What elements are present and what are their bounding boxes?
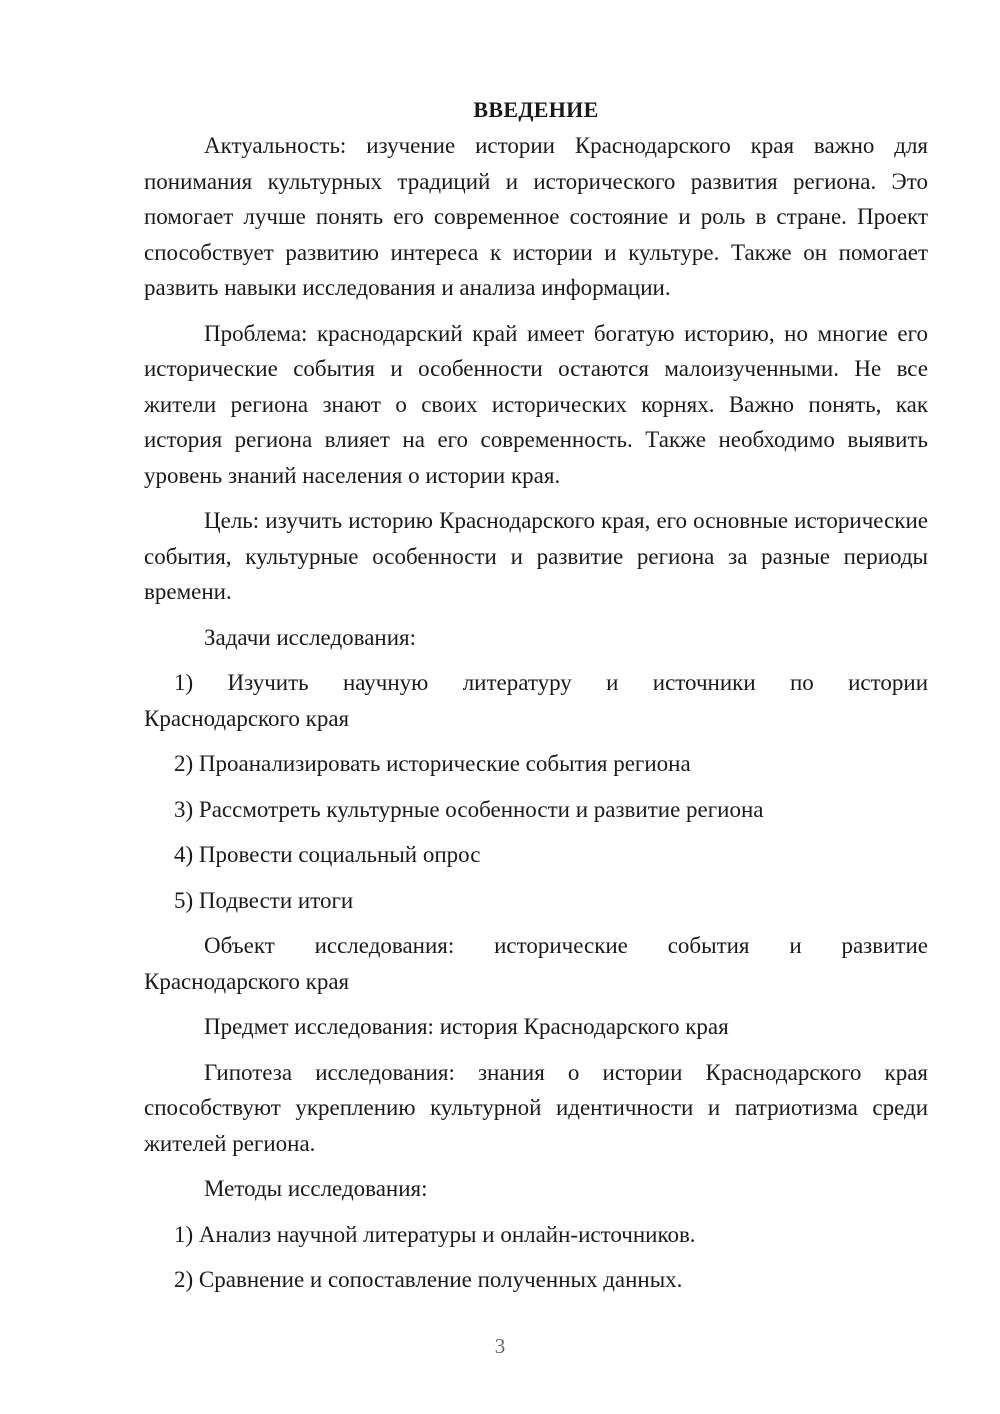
- object-line-2: Краснодарского края: [144, 968, 350, 994]
- tasks-heading: Задачи исследования:: [204, 624, 417, 650]
- task-item-1-line-1: 1) Изучить научную литературу и источники по истории: [174, 670, 928, 695]
- object-paragraph: [144, 928, 928, 999]
- task-item-4: 4) Провести социальный опрос: [174, 842, 481, 867]
- methods-heading: Методы исследования:: [204, 1176, 428, 1201]
- task-item-1-line-2: Краснодарского края: [144, 705, 350, 731]
- method-item-1: 1) Анализ научной литературы и онлайн-источников.: [174, 1221, 696, 1247]
- object-line-1: Объект исследования: исторические события и развитие: [204, 933, 928, 958]
- page-title: ВВЕДЕНИЕ: [473, 97, 599, 122]
- page-content: [144, 94, 928, 1298]
- subject-paragraph: Предмет исследования: история Краснодарского края: [204, 1014, 729, 1039]
- problem-paragraph: Проблема: краснодарский край имеет богатую историю, но многие его исторические события и особенности остаются малоизученными. Не все жители региона знают о своих исторических корнях. Важно понять, как история региона влияет на его современность. Также необходимо выявить уровень знаний населения о истории края.: [144, 320, 928, 488]
- method-item-2: 2) Сравнение и сопоставление полученных данных.: [174, 1267, 683, 1292]
- hypothesis-paragraph: Гипотеза исследования: знания о истории Краснодарского края способствуют укреплению культурной идентичности и патриотизма среди жителей региона.: [144, 1059, 928, 1156]
- page-number: 3: [494, 1334, 506, 1358]
- goal-paragraph: Цель: изучить историю Краснодарского края, его основные исторические события, культурные особенности и развитие региона за разные периоды времени.: [144, 508, 928, 604]
- task-item-5: 5) Подвести итоги: [174, 887, 354, 913]
- task-item-1: [144, 665, 928, 736]
- task-item-3: 3) Рассмотреть культурные особенности и развитие региона: [174, 796, 764, 822]
- task-item-2: 2) Проанализировать исторические события региона: [174, 751, 691, 776]
- relevance-paragraph: Актуальность: изучение истории Краснодарского края важно для понимания культурных традиций и исторического развития региона. Это помогает лучше понять его современное состояние и роль в стране. Проект способствует развитию интереса к истории и культуре. Также он помогает развить навыки исследования и анализа информации.: [144, 133, 928, 300]
